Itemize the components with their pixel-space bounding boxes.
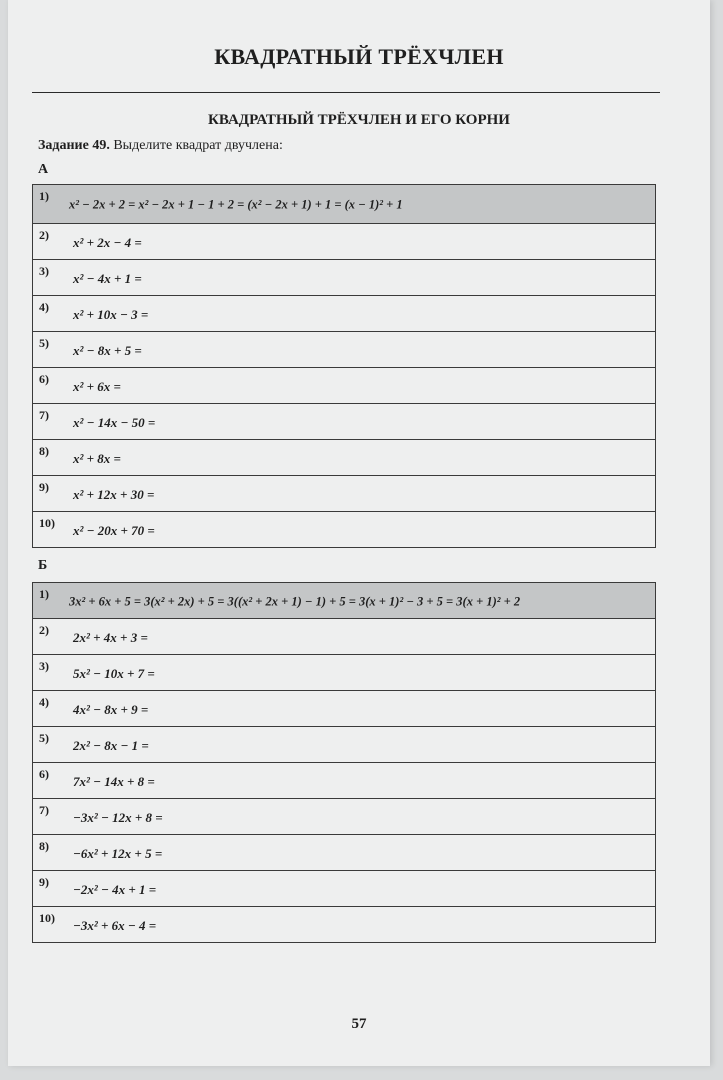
- exercise-expression: x² + 8x =: [73, 450, 121, 466]
- exercise-row: [33, 655, 656, 691]
- exercise-cell[interactable]: [33, 655, 656, 691]
- exercise-expression: 3x² + 6x + 5 = 3(x² + 2x) + 5 = 3((x² + 2x + 1) − 1) + 5 = 3(x + 1)² − 3 + 5 = 3(x + 1)² + 2: [69, 593, 521, 608]
- exercise-row: [33, 224, 656, 260]
- exercise-number: 6): [39, 372, 49, 386]
- exercise-number: 8): [39, 444, 49, 458]
- part-b-label: Б: [38, 558, 48, 573]
- exercise-number: 9): [39, 875, 49, 889]
- exercise-cell: [33, 185, 656, 224]
- exercise-number: 9): [39, 480, 49, 494]
- exercise-expression: x² + 10x − 3 =: [73, 306, 149, 322]
- exercise-row: [33, 260, 656, 296]
- exercise-number: 4): [39, 695, 49, 709]
- exercise-expression: 2x² + 4x + 3 =: [73, 629, 148, 645]
- exercise-expression: x² + 12x + 30 =: [73, 486, 155, 502]
- exercise-cell: [33, 583, 656, 619]
- exercise-cell[interactable]: [33, 763, 656, 799]
- exercise-cell[interactable]: [33, 907, 656, 943]
- exercise-row: [33, 185, 656, 224]
- exercise-cell[interactable]: [33, 871, 656, 907]
- exercise-expression: x² − 20x + 70 =: [73, 522, 155, 538]
- exercise-number: 5): [39, 336, 49, 350]
- exercise-number: 7): [39, 408, 49, 422]
- task-statement: [38, 138, 283, 154]
- exercise-cell[interactable]: [33, 224, 656, 260]
- exercise-cell[interactable]: [33, 296, 656, 332]
- exercise-row: [33, 368, 656, 404]
- exercise-expression: −2x² − 4x + 1 =: [73, 881, 157, 897]
- exercise-number: 10): [39, 516, 55, 530]
- exercise-number: 8): [39, 839, 49, 853]
- section-title: КВАДРАТНЫЙ ТРЁХЧЛЕН И ЕГО КОРНИ: [208, 112, 510, 128]
- task-label: Задание 49.: [38, 138, 110, 153]
- exercise-row: [33, 296, 656, 332]
- exercise-expression: −3x² − 12x + 8 =: [73, 809, 163, 825]
- exercise-expression: x² + 6x =: [73, 378, 121, 394]
- exercise-cell[interactable]: [33, 476, 656, 512]
- exercise-row: [33, 619, 656, 655]
- exercise-cell[interactable]: [33, 727, 656, 763]
- exercise-expression: 7x² − 14x + 8 =: [73, 773, 155, 789]
- exercise-number: 2): [39, 623, 49, 637]
- exercise-number: 3): [39, 264, 49, 278]
- exercise-expression: x² − 8x + 5 =: [73, 342, 142, 358]
- exercise-number: 5): [39, 731, 49, 745]
- exercise-number: 1): [39, 587, 49, 601]
- exercise-number: 1): [39, 189, 49, 203]
- chapter-title: КВАДРАТНЫЙ ТРЁХЧЛЕН: [214, 44, 504, 69]
- exercise-number: 6): [39, 767, 49, 781]
- exercise-cell[interactable]: [33, 619, 656, 655]
- exercise-row: [33, 404, 656, 440]
- textbook-page: [8, 0, 710, 1066]
- exercise-expression: x² − 4x + 1 =: [73, 270, 142, 286]
- exercise-row: [33, 332, 656, 368]
- exercise-number: 3): [39, 659, 49, 673]
- exercise-row: [33, 583, 656, 619]
- exercise-row: [33, 871, 656, 907]
- exercise-row: [33, 512, 656, 548]
- exercise-row: [33, 763, 656, 799]
- page-number: 57: [351, 1016, 367, 1032]
- exercise-cell[interactable]: [33, 404, 656, 440]
- exercise-cell[interactable]: [33, 440, 656, 476]
- exercise-row: [33, 907, 656, 943]
- exercise-row: [33, 476, 656, 512]
- exercise-number: 7): [39, 803, 49, 817]
- exercise-expression: 2x² − 8x − 1 =: [73, 737, 149, 753]
- exercise-cell[interactable]: [33, 512, 656, 548]
- title-divider: [32, 92, 660, 93]
- exercise-expression: 5x² − 10x + 7 =: [73, 665, 155, 681]
- exercise-number: 10): [39, 911, 55, 925]
- part-a-table: [32, 184, 656, 548]
- exercise-cell[interactable]: [33, 835, 656, 871]
- exercise-cell[interactable]: [33, 799, 656, 835]
- exercise-expression: x² − 14x − 50 =: [73, 414, 156, 430]
- exercise-cell[interactable]: [33, 691, 656, 727]
- exercise-row: [33, 691, 656, 727]
- exercise-cell[interactable]: [33, 260, 656, 296]
- exercise-expression: 4x² − 8x + 9 =: [73, 701, 149, 717]
- part-b-table: [32, 582, 656, 943]
- exercise-expression: x² + 2x − 4 =: [73, 234, 142, 250]
- exercise-number: 4): [39, 300, 49, 314]
- exercise-row: [33, 727, 656, 763]
- exercise-cell[interactable]: [33, 332, 656, 368]
- exercise-expression: x² − 2x + 2 = x² − 2x + 1 − 1 + 2 = (x² − 2x + 1) + 1 = (x − 1)² + 1: [69, 197, 403, 212]
- task-text: Выделите квадрат двучлена:: [113, 138, 283, 153]
- exercise-expression: −3x² + 6x − 4 =: [73, 917, 157, 933]
- exercise-row: [33, 799, 656, 835]
- exercise-expression: −6x² + 12x + 5 =: [73, 845, 163, 861]
- part-a-label: А: [38, 162, 49, 177]
- exercise-number: 2): [39, 228, 49, 242]
- exercise-row: [33, 440, 656, 476]
- exercise-row: [33, 835, 656, 871]
- exercise-cell[interactable]: [33, 368, 656, 404]
